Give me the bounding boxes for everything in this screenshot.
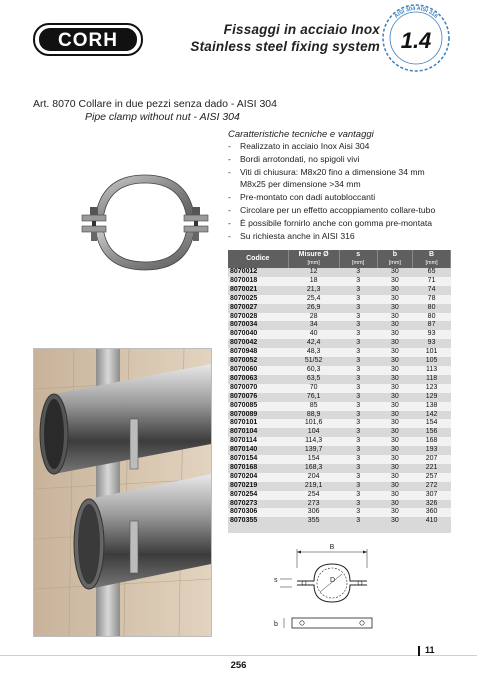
- table-cell: 3: [339, 375, 377, 384]
- svg-text:CORH: CORH: [58, 30, 118, 51]
- table-cell: 30: [377, 375, 413, 384]
- table-cell: 93: [413, 330, 451, 339]
- table-row: [228, 473, 451, 482]
- label-D: D: [330, 577, 336, 584]
- table-cell: 129: [413, 393, 451, 402]
- table-row: [228, 375, 451, 384]
- table-cell: 34: [288, 321, 339, 330]
- table-row: [228, 446, 451, 455]
- table-row: [228, 393, 451, 402]
- table-cell: 8070140: [228, 446, 288, 455]
- table-cell: 8070012: [228, 268, 288, 277]
- table-cell: 30: [377, 437, 413, 446]
- table-cell: 355: [288, 517, 339, 526]
- table-cell: 123: [413, 384, 451, 393]
- table-cell: 8070306: [228, 508, 288, 517]
- section-page-marker: [418, 646, 420, 656]
- table-cell: 30: [377, 393, 413, 402]
- table-cell: 3: [339, 339, 377, 348]
- feature-item: - È possibile fornirlo anche con gomma pre-montata: [228, 218, 453, 230]
- table-cell: 30: [377, 473, 413, 482]
- features-list: [228, 141, 453, 244]
- table-row: [228, 321, 451, 330]
- table-cell: 219,1: [288, 482, 339, 491]
- table-cell: 193: [413, 446, 451, 455]
- table-cell: 113: [413, 366, 451, 375]
- table-cell: 3: [339, 411, 377, 420]
- col-header-diameter: Misure Ø [mm]: [288, 250, 339, 268]
- table-cell: 30: [377, 482, 413, 491]
- section-seal: [380, 2, 452, 74]
- features-title: Caratteristiche tecniche e vantaggi: [228, 129, 374, 140]
- table-cell: 8070025: [228, 295, 288, 304]
- table-cell: 360: [413, 508, 451, 517]
- table-cell: 12: [288, 268, 339, 277]
- table-cell: 8070154: [228, 455, 288, 464]
- table-cell: 63,5: [288, 375, 339, 384]
- table-cell: 207: [413, 455, 451, 464]
- table-row: [228, 500, 451, 509]
- table-cell: 273: [288, 500, 339, 509]
- table-cell: 306: [288, 508, 339, 517]
- table-cell: 168: [413, 437, 451, 446]
- table-cell: 3: [339, 313, 377, 322]
- table-cell: 8070219: [228, 482, 288, 491]
- label-b: b: [274, 621, 278, 628]
- table-cell: 30: [377, 517, 413, 526]
- col-header-s: s [mm]: [339, 250, 377, 268]
- table-cell: 168,3: [288, 464, 339, 473]
- table-cell: 154: [288, 455, 339, 464]
- table-row: [228, 268, 451, 277]
- table-cell: 30: [377, 446, 413, 455]
- table-cell: 156: [413, 428, 451, 437]
- table-cell: 51/52: [288, 357, 339, 366]
- table-row: [228, 357, 451, 366]
- brand-logo: [33, 23, 143, 56]
- table-cell: 8070273: [228, 500, 288, 509]
- table-cell: 3: [339, 268, 377, 277]
- table-cell: 26,9: [288, 304, 339, 313]
- table-cell: 8070042: [228, 339, 288, 348]
- table-cell: 3: [339, 357, 377, 366]
- table-cell: 30: [377, 321, 413, 330]
- table-cell: 30: [377, 455, 413, 464]
- table-cell: 30: [377, 384, 413, 393]
- table-cell: 48,3: [288, 348, 339, 357]
- table-cell: 30: [377, 366, 413, 375]
- table-cell: 30: [377, 419, 413, 428]
- table-cell: 80: [413, 304, 451, 313]
- table-row: [228, 402, 451, 411]
- article-title-it: Art. 8070 Collare in due pezzi senza dado - AISI 304: [33, 98, 277, 110]
- feature-item: - Circolare per un effetto accoppiamento collare-tubo: [228, 205, 453, 217]
- table-cell: 71: [413, 277, 451, 286]
- table-footer-row: [228, 526, 451, 533]
- table-cell: 8070254: [228, 491, 288, 500]
- table-row: [228, 437, 451, 446]
- table-cell: 28: [288, 313, 339, 322]
- table-cell: 8070204: [228, 473, 288, 482]
- table-cell: 138: [413, 402, 451, 411]
- table-cell: 8070101: [228, 419, 288, 428]
- table-row: [228, 428, 451, 437]
- table-row: [228, 491, 451, 500]
- table-cell: 3: [339, 402, 377, 411]
- table-cell: 30: [377, 464, 413, 473]
- table-cell: 3: [339, 455, 377, 464]
- table-cell: 8070018: [228, 277, 288, 286]
- table-cell: 8070089: [228, 411, 288, 420]
- section-number: 1.4: [400, 28, 432, 53]
- page-number: 256: [230, 660, 247, 671]
- table-cell: 8070948: [228, 348, 288, 357]
- table-cell: 204: [288, 473, 339, 482]
- table-cell: 3: [339, 446, 377, 455]
- table-cell: 30: [377, 500, 413, 509]
- table-cell: 30: [377, 304, 413, 313]
- table-cell: [377, 526, 413, 533]
- table-cell: 42,4: [288, 339, 339, 348]
- table-header-row: [228, 250, 451, 268]
- table-cell: 30: [377, 348, 413, 357]
- table-cell: 30: [377, 313, 413, 322]
- table-cell: 18: [288, 277, 339, 286]
- table-cell: 76,1: [288, 393, 339, 402]
- feature-item: - Su richiesta anche in AISI 316: [228, 231, 453, 243]
- table-row: [228, 517, 451, 526]
- table-row: [228, 508, 451, 517]
- table-cell: 8070063: [228, 375, 288, 384]
- table-cell: 142: [413, 411, 451, 420]
- table-cell: [288, 526, 339, 533]
- table-cell: 3: [339, 464, 377, 473]
- table-cell: 8070168: [228, 464, 288, 473]
- table-row: [228, 313, 451, 322]
- table-row: [228, 464, 451, 473]
- table-cell: 3: [339, 348, 377, 357]
- table-cell: 8070114: [228, 437, 288, 446]
- table-cell: [228, 526, 288, 533]
- table-cell: 3: [339, 384, 377, 393]
- table-cell: 87: [413, 321, 451, 330]
- table-cell: 3: [339, 482, 377, 491]
- table-row: [228, 339, 451, 348]
- table-cell: 3: [339, 473, 377, 482]
- table-cell: 3: [339, 366, 377, 375]
- table-cell: [413, 526, 451, 533]
- table-cell: 40: [288, 330, 339, 339]
- table-cell: 30: [377, 286, 413, 295]
- table-cell: 8070355: [228, 517, 288, 526]
- table-cell: 93: [413, 339, 451, 348]
- table-cell: 101: [413, 348, 451, 357]
- header-title-en: Stainless steel fixing system: [190, 39, 380, 54]
- table-cell: 8070040: [228, 330, 288, 339]
- table-cell: 30: [377, 357, 413, 366]
- table-cell: 8070034: [228, 321, 288, 330]
- table-cell: 25,4: [288, 295, 339, 304]
- table-cell: 3: [339, 321, 377, 330]
- table-cell: 8070027: [228, 304, 288, 313]
- table-cell: 8070070: [228, 384, 288, 393]
- table-cell: 70: [288, 384, 339, 393]
- table-cell: 114,3: [288, 437, 339, 446]
- table-cell: 118: [413, 375, 451, 384]
- table-cell: 8070085: [228, 402, 288, 411]
- table-cell: 3: [339, 304, 377, 313]
- table-cell: 3: [339, 295, 377, 304]
- table-cell: 60,3: [288, 366, 339, 375]
- section-page-number: 11: [425, 645, 435, 655]
- seal-text: AISI 304 AISI 316: [393, 5, 439, 20]
- table-row: [228, 348, 451, 357]
- label-B: B: [329, 544, 335, 551]
- table-cell: 3: [339, 277, 377, 286]
- table-cell: 3: [339, 517, 377, 526]
- col-header-code: Codice: [228, 250, 288, 268]
- col-header-b: b [mm]: [377, 250, 413, 268]
- technical-drawing: [262, 540, 422, 640]
- feature-item: - Realizzato in acciaio Inox Aisi 304: [228, 141, 453, 153]
- table-cell: 8070052: [228, 357, 288, 366]
- col-header-B: B [mm]: [413, 250, 451, 268]
- table-cell: 8070021: [228, 286, 288, 295]
- table-cell: 3: [339, 437, 377, 446]
- table-row: [228, 455, 451, 464]
- table-cell: 8070104: [228, 428, 288, 437]
- feature-item: - Bordi arrotondati, no spigoli vivi: [228, 154, 453, 166]
- header-title-it: Fissaggi in acciaio Inox: [223, 22, 380, 37]
- table-cell: [339, 526, 377, 533]
- table-row: [228, 411, 451, 420]
- table-cell: 30: [377, 268, 413, 277]
- table-cell: 30: [377, 411, 413, 420]
- table-cell: 326: [413, 500, 451, 509]
- table-cell: 105: [413, 357, 451, 366]
- table-cell: 30: [377, 339, 413, 348]
- table-cell: 8070060: [228, 366, 288, 375]
- table-cell: 30: [377, 402, 413, 411]
- table-row: [228, 366, 451, 375]
- table-cell: 221: [413, 464, 451, 473]
- table-cell: 30: [377, 277, 413, 286]
- table-cell: 21,3: [288, 286, 339, 295]
- table-cell: 154: [413, 419, 451, 428]
- table-cell: 272: [413, 482, 451, 491]
- table-row: [228, 330, 451, 339]
- feature-item: - Viti di chiusura: M8x20 fino a dimensione 34 mm M8x25 per dimensione >34 mm: [228, 167, 453, 190]
- table-cell: 3: [339, 491, 377, 500]
- table-cell: 254: [288, 491, 339, 500]
- table-cell: 30: [377, 295, 413, 304]
- table-row: [228, 482, 451, 491]
- table-cell: 30: [377, 508, 413, 517]
- table-cell: 30: [377, 428, 413, 437]
- table-cell: 3: [339, 508, 377, 517]
- clamp-product-image: [80, 165, 210, 280]
- installation-photo: [33, 348, 212, 637]
- table-row: [228, 286, 451, 295]
- table-cell: 65: [413, 268, 451, 277]
- article-title-en: Pipe clamp without nut - AISI 304: [85, 111, 240, 123]
- table-cell: 80: [413, 313, 451, 322]
- table-cell: 257: [413, 473, 451, 482]
- table-row: [228, 277, 451, 286]
- table-cell: 74: [413, 286, 451, 295]
- feature-item: - Pre-montato con dadi autobloccanti: [228, 192, 453, 204]
- table-cell: 3: [339, 393, 377, 402]
- label-s: s: [274, 577, 278, 584]
- table-cell: 3: [339, 500, 377, 509]
- table-cell: 78: [413, 295, 451, 304]
- table-cell: 85: [288, 402, 339, 411]
- table-cell: 101,6: [288, 419, 339, 428]
- table-cell: 3: [339, 330, 377, 339]
- table-row: [228, 419, 451, 428]
- table-cell: 88,9: [288, 411, 339, 420]
- footer-divider: [0, 655, 477, 656]
- table-cell: 139,7: [288, 446, 339, 455]
- table-cell: 30: [377, 330, 413, 339]
- table-row: [228, 384, 451, 393]
- table-cell: 8070076: [228, 393, 288, 402]
- table-cell: 3: [339, 428, 377, 437]
- table-cell: 3: [339, 286, 377, 295]
- table-cell: 410: [413, 517, 451, 526]
- table-row: [228, 295, 451, 304]
- table-cell: 8070028: [228, 313, 288, 322]
- table-cell: 3: [339, 419, 377, 428]
- table-cell: 104: [288, 428, 339, 437]
- spec-table: [228, 250, 451, 533]
- table-cell: 30: [377, 491, 413, 500]
- table-cell: 307: [413, 491, 451, 500]
- table-row: [228, 304, 451, 313]
